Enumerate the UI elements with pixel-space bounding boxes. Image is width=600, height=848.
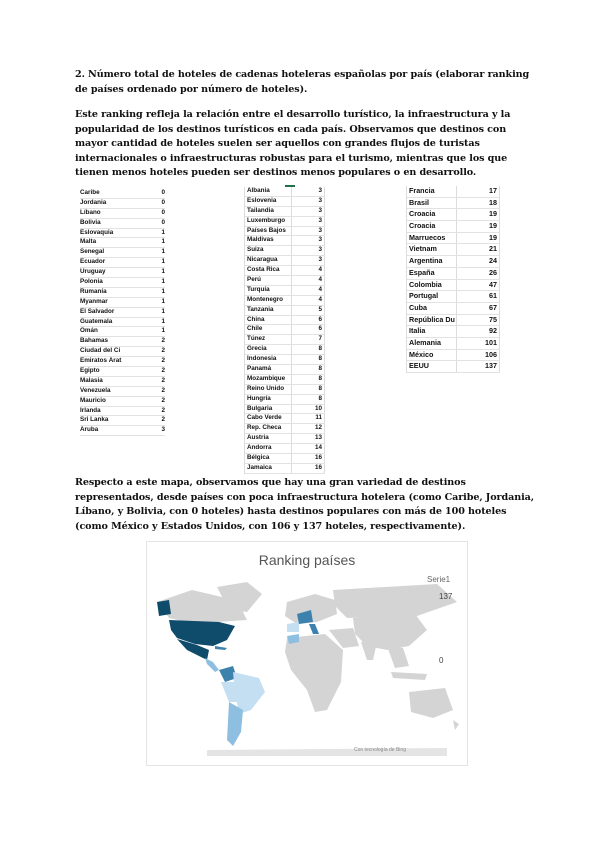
map-alaska (157, 600, 171, 616)
country-name: Colombia (407, 280, 457, 291)
hotel-count: 4 (292, 296, 325, 305)
cell-selection-marker (285, 185, 295, 187)
map-indonesia (391, 672, 427, 680)
country-name: Brasil (407, 198, 457, 209)
country-name: Caribe (80, 189, 100, 196)
country-name: Andorra (245, 444, 292, 453)
map-chart (146, 541, 468, 766)
table-row (80, 357, 165, 367)
hotel-count: 2 (161, 367, 165, 375)
world-map (147, 542, 467, 765)
table-row (245, 236, 325, 246)
table-row (245, 316, 325, 326)
country-name: Aruba (80, 426, 99, 434)
country-name: Ciudad del Ci (80, 347, 121, 355)
country-name: Ecuador (80, 258, 106, 266)
table-row (80, 337, 165, 347)
hotel-count: 21 (457, 244, 500, 255)
hotel-count: 1 (161, 268, 165, 276)
country-name: Myanmar (80, 297, 108, 305)
country-name: Hungría (245, 395, 292, 404)
hotel-count: 4 (292, 276, 325, 285)
country-name: Grecia (245, 345, 292, 354)
hotel-count: 1 (161, 307, 165, 315)
hotel-count: 101 (457, 338, 500, 349)
country-name: Tailandia (245, 207, 292, 216)
hotel-count: 61 (457, 291, 500, 302)
hotel-count: 3 (161, 426, 165, 434)
map-iberia (287, 622, 299, 632)
table-row (407, 233, 500, 245)
table-row (80, 426, 165, 436)
ranking-table-mid (244, 187, 325, 474)
country-name: Omán (80, 327, 98, 335)
table-row (245, 375, 325, 385)
table-row (245, 197, 325, 207)
table-row (407, 315, 500, 327)
country-name: España (407, 268, 457, 279)
hotel-count: 10 (292, 405, 325, 414)
table-row (407, 198, 500, 210)
country-name: Costa Rica (245, 266, 292, 275)
country-name: Turquía (245, 286, 292, 295)
hotel-count: 1 (161, 248, 165, 256)
country-name: Malta (80, 238, 97, 246)
table-row (80, 258, 165, 268)
hotel-count: 1 (161, 228, 165, 236)
country-name: Egipto (80, 367, 100, 375)
country-name: Austria (245, 434, 292, 443)
hotel-count: 2 (161, 386, 165, 394)
country-name: Cabo Verde (245, 414, 292, 423)
table-row (407, 244, 500, 256)
table-row (80, 318, 165, 328)
hotel-count: 2 (161, 396, 165, 404)
country-name: EEUU (407, 361, 457, 372)
map-southeast-asia (387, 646, 409, 668)
table-row (80, 238, 165, 248)
hotel-count: 1 (161, 317, 165, 325)
map-credit: Con tecnología de Bing (354, 747, 406, 753)
hotel-count: 3 (292, 187, 325, 196)
table-row (80, 308, 165, 318)
hotel-count: 2 (161, 416, 165, 424)
country-name: Panamá (245, 365, 292, 374)
table-row (407, 256, 500, 268)
table-row (245, 434, 325, 444)
hotel-count: 2 (161, 347, 165, 355)
hotel-count: 2 (161, 337, 165, 345)
country-name: Malasia (80, 376, 103, 384)
hotel-count: 0 (161, 189, 165, 196)
hotel-count: 1 (161, 278, 165, 286)
map-central-america (205, 658, 219, 672)
hotel-count: 26 (457, 268, 500, 279)
country-name: Jamaica (245, 464, 292, 473)
hotel-count: 1 (161, 238, 165, 246)
table-row (80, 367, 165, 377)
table-row (245, 246, 325, 256)
analysis-paragraph: Respecto a este mapa, observamos que hay una gran variedad de destinos representados, desde países con poca infraestructura hotelera (como Caribe, Jordania, Líbano, y Bolivia, con 0 hoteles) hasta destinos populares con más de 100 hoteles (como México y Estados Unidos, con 106 y 137 hoteles, respectivamente). (75, 477, 534, 532)
country-name: Albania (245, 187, 292, 196)
map-africa (285, 634, 343, 712)
country-name: Sri Lanka (80, 416, 109, 424)
country-name: Argentina (407, 256, 457, 267)
table-row (80, 298, 165, 308)
legend-max-value: 137 (439, 592, 453, 601)
country-name: Líbano (80, 208, 101, 216)
hotel-count: 8 (292, 355, 325, 364)
hotel-count: 11 (292, 414, 325, 423)
hotel-count: 12 (292, 424, 325, 433)
hotel-count: 106 (457, 350, 500, 361)
country-name: Reino Unido (245, 385, 292, 394)
table-row (245, 405, 325, 415)
table-row (407, 280, 500, 292)
table-row (407, 350, 500, 362)
hotel-count: 13 (292, 434, 325, 443)
hotel-count: 1 (161, 258, 165, 266)
table-row (245, 266, 325, 276)
hotel-count: 47 (457, 280, 500, 291)
country-name: Países Bajos (245, 227, 292, 236)
map-australia (409, 688, 453, 718)
hotel-count: 92 (457, 326, 500, 337)
table-row (80, 268, 165, 278)
map-new-zealand (453, 720, 459, 730)
table-row (245, 365, 325, 375)
hotel-count: 4 (292, 266, 325, 275)
country-name: México (407, 350, 457, 361)
table-row (407, 361, 500, 373)
table-row (407, 209, 500, 221)
hotel-count: 75 (457, 315, 500, 326)
country-name: Tanzania (245, 306, 292, 315)
hotel-count: 3 (292, 236, 325, 245)
hotel-count: 3 (292, 207, 325, 216)
table-row (407, 338, 500, 350)
country-name: Venezuela (80, 386, 111, 394)
table-row (80, 199, 165, 209)
table-row (245, 444, 325, 454)
table-row (407, 303, 500, 315)
country-name: Bahamas (80, 337, 109, 345)
intro-paragraph: Este ranking refleja la relación entre el desarrollo turístico, la infraestructura y la popularidad de los destinos turísticos en cada país. Observamos que destinos con mayor cantidad de hoteles suelen ser aquellos con grandes flujos de turistas internacionales o infraestructuras robustas para el turismo, mientras que los que tienen menos hoteles pueden ser destinos menos populares o en desarrollo. (75, 109, 511, 178)
hotel-count: 3 (292, 246, 325, 255)
table-row (245, 424, 325, 434)
country-name: Alemania (407, 338, 457, 349)
table-row (80, 189, 165, 199)
hotel-count: 6 (292, 325, 325, 334)
country-name: Irlanda (80, 406, 101, 414)
table-row (245, 256, 325, 266)
country-name: Guatemala (80, 317, 113, 325)
hotel-count: 137 (457, 361, 500, 372)
hotel-count: 3 (292, 217, 325, 226)
table-row (407, 221, 500, 233)
country-name: Francia (407, 186, 457, 197)
table-row (245, 296, 325, 306)
hotel-count: 16 (292, 464, 325, 473)
country-name: Rep. Checa (245, 424, 292, 433)
country-name: Polonia (80, 278, 103, 286)
section-heading: 2. Número total de hoteles de cadenas hoteleras españolas por país (elaborar ranking de países ordenado por número de hoteles). (75, 69, 530, 95)
country-name: Chile (245, 325, 292, 334)
country-name: Cuba (407, 303, 457, 314)
table-row (80, 229, 165, 239)
table-row (80, 397, 165, 407)
table-row (80, 327, 165, 337)
country-name: Bolivia (80, 218, 101, 226)
hotel-count: 3 (292, 256, 325, 265)
country-name: Eslovaquia (80, 228, 114, 236)
map-usa (169, 620, 235, 646)
table-row (245, 385, 325, 395)
country-name: Perú (245, 276, 292, 285)
table-row (245, 217, 325, 227)
country-name: Emiratos Árat (80, 357, 122, 365)
table-row (80, 347, 165, 357)
country-name: Italia (407, 326, 457, 337)
table-row (80, 416, 165, 426)
map-russia (333, 584, 457, 618)
country-name: China (245, 316, 292, 325)
country-name: Mauricio (80, 396, 106, 404)
country-name: Croacia (407, 221, 457, 232)
hotel-count: 2 (161, 357, 165, 365)
hotel-count: 1 (161, 327, 165, 335)
hotel-count: 8 (292, 375, 325, 384)
hotel-count: 3 (292, 197, 325, 206)
country-name: Túnez (245, 335, 292, 344)
table-row (407, 268, 500, 280)
country-name: Mozambique (245, 375, 292, 384)
hotel-count: 16 (292, 454, 325, 463)
table-row (80, 248, 165, 258)
table-row (80, 407, 165, 417)
country-name: Indonesia (245, 355, 292, 364)
country-name: Eslovenia (245, 197, 292, 206)
map-cuba (215, 646, 227, 650)
table-row (80, 387, 165, 397)
table-row (245, 207, 325, 217)
table-row (407, 186, 500, 198)
hotel-count: 67 (457, 303, 500, 314)
table-row (245, 227, 325, 237)
country-name: República Du (407, 315, 457, 326)
table-row (245, 276, 325, 286)
hotel-count: 2 (161, 406, 165, 414)
hotel-count: 1 (161, 287, 165, 295)
hotel-count: 8 (292, 395, 325, 404)
hotel-count: 24 (457, 256, 500, 267)
ranking-table-high (406, 186, 500, 373)
table-row (245, 335, 325, 345)
hotel-count: 6 (292, 316, 325, 325)
hotel-count: 18 (457, 198, 500, 209)
table-row (80, 288, 165, 298)
country-name: Suiza (245, 246, 292, 255)
hotel-count: 0 (161, 218, 165, 226)
table-row (80, 209, 165, 219)
country-name: Uruguay (80, 268, 106, 276)
hotel-count: 19 (457, 233, 500, 244)
table-row (407, 326, 500, 338)
map-india (361, 642, 377, 660)
hotel-count: 8 (292, 345, 325, 354)
country-name: Croacia (407, 209, 457, 220)
country-name: Senegal (80, 248, 105, 256)
country-name: Marruecos (407, 233, 457, 244)
hotel-count: 2 (161, 376, 165, 384)
table-row (245, 414, 325, 424)
ranking-table-low (80, 189, 165, 436)
country-name: Jordania (80, 198, 107, 206)
table-row (80, 278, 165, 288)
hotel-count: 8 (292, 365, 325, 374)
hotel-count: 5 (292, 306, 325, 315)
map-title: Ranking países (258, 552, 356, 568)
country-name: Bulgaria (245, 405, 292, 414)
table-row (80, 377, 165, 387)
hotel-count: 14 (292, 444, 325, 453)
hotel-count: 3 (292, 227, 325, 236)
country-name: Portugal (407, 291, 457, 302)
table-row (245, 454, 325, 464)
hotel-count: 1 (161, 297, 165, 305)
country-name: Rumanía (80, 287, 107, 295)
table-row (245, 464, 325, 474)
map-antarctica (207, 748, 447, 756)
map-italy (309, 624, 319, 634)
table-row (245, 345, 325, 355)
country-name: Luxemburgo (245, 217, 292, 226)
country-name: El Salvador (80, 307, 115, 315)
hotel-count: 17 (457, 186, 500, 197)
country-name: Maldivas (245, 236, 292, 245)
table-row (407, 291, 500, 303)
hotel-count: 19 (457, 221, 500, 232)
country-name: Nicaragua (245, 256, 292, 265)
country-name: Bélgica (245, 454, 292, 463)
country-name: Vietnam (407, 244, 457, 255)
hotel-count: 4 (292, 286, 325, 295)
hotel-count: 19 (457, 209, 500, 220)
table-row (245, 395, 325, 405)
table-row (245, 306, 325, 316)
table-row (245, 325, 325, 335)
legend-min-value: 0 (439, 656, 444, 665)
table-row (80, 219, 165, 229)
hotel-count: 8 (292, 385, 325, 394)
country-name: Montenegro (245, 296, 292, 305)
table-row (245, 187, 325, 197)
legend-series-name: Serie1 (427, 575, 451, 584)
hotel-count: 0 (161, 198, 165, 206)
table-row (245, 286, 325, 296)
table-row (245, 355, 325, 365)
hotel-count: 0 (161, 208, 165, 216)
hotel-count: 7 (292, 335, 325, 344)
